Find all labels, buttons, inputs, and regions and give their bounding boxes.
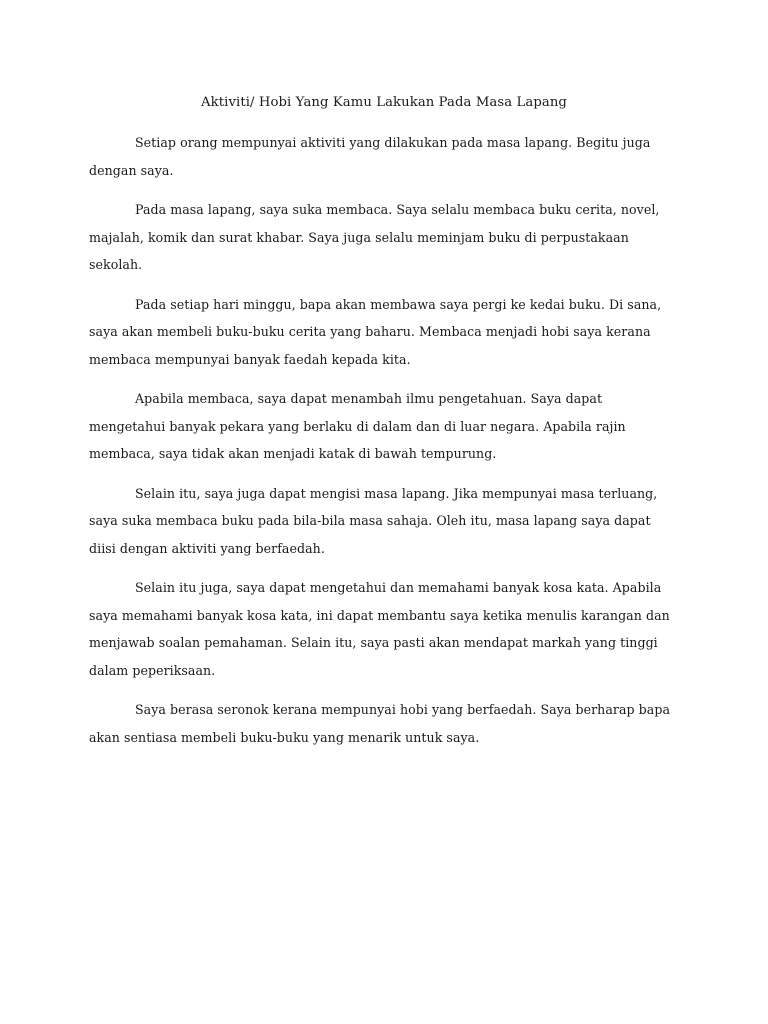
paragraph-7: Saya berasa seronok kerana mempunyai hobi yang berfaedah. Saya berharap bapa akan sentiasa membeli buku-buku yang menarik untuk saya. — [89, 702, 671, 745]
paragraph-5: Selain itu, saya juga dapat mengisi masa lapang. Jika mempunyai masa terluang, saya suka membaca buku pada bila-bila masa sahaja. Oleh itu, masa lapang saya dapat diisi dengan aktiviti yang berfaedah. — [89, 485, 658, 556]
paragraph-1: Setiap orang mempunyai aktiviti yang dilakukan pada masa lapang. Begitu juga dengan saya. — [89, 135, 651, 178]
document-page — [89, 93, 679, 763]
paragraph-4: Apabila membaca, saya dapat menambah ilmu pengetahuan. Saya dapat mengetahui banyak pekara yang berlaku di dalam dan di luar negara. Apabila rajin membaca, saya tidak akan menjadi katak di bawah tempurung. — [89, 391, 626, 461]
document-title: Aktiviti/ Hobi Yang Kamu Lakukan Pada Masa Lapang — [201, 95, 567, 110]
paragraph-3: Pada setiap hari minggu, bapa akan membawa saya pergi ke kedai buku. Di sana, saya akan membeli buku-buku cerita yang baharu. Membaca menjadi hobi saya kerana membaca mempunyai banyak faedah kepada kita. — [89, 296, 662, 367]
paragraph-2: Pada masa lapang, saya suka membaca. Saya selalu membaca buku cerita, novel, majalah, komik dan surat khabar. Saya juga selalu meminjam buku di perpustakaan sekolah. — [89, 202, 660, 272]
paragraph-6: Selain itu juga, saya dapat mengetahui dan memahami banyak kosa kata. Apabila saya memahami banyak kosa kata, ini dapat membantu saya ketika menulis karangan dan menjawab soalan pemahaman. Selain itu, saya pasti akan mendapat markah yang tinggi dalam peperiksaan. — [89, 580, 670, 678]
